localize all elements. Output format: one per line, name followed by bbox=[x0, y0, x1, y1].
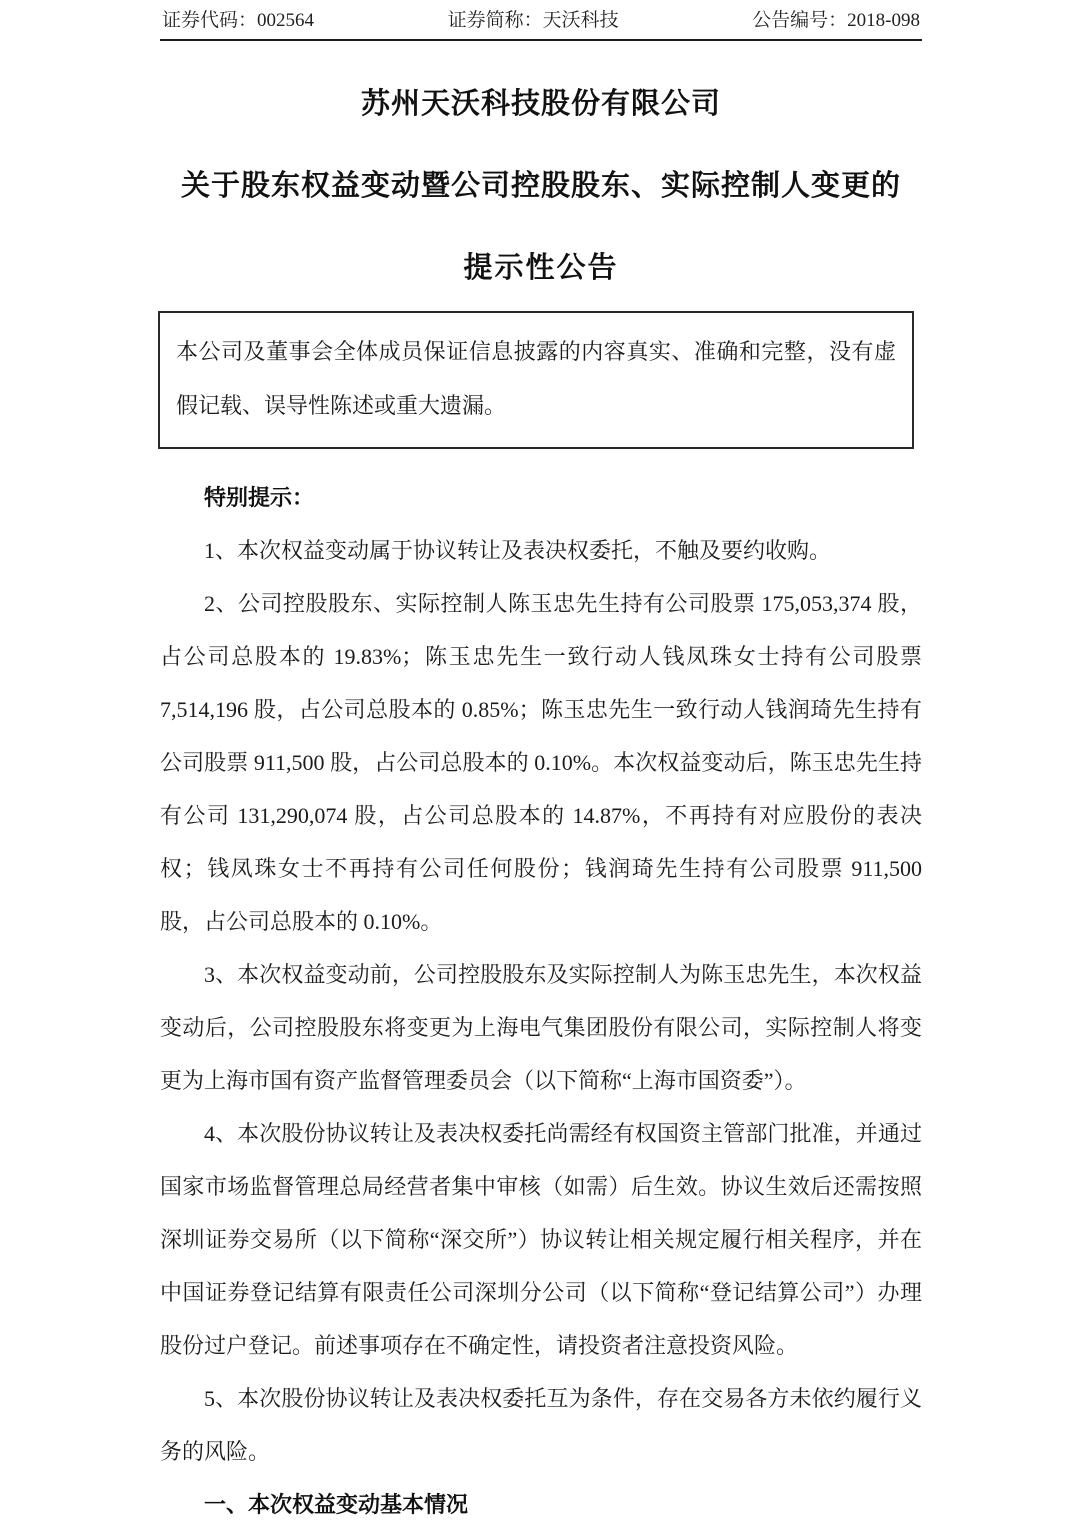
company-name-title: 苏州天沃科技股份有限公司 bbox=[360, 88, 721, 120]
notice-item-5: 5、本次股份协议转让及表决权委托互为条件，存在交易各方未依约履行义务的风险。 bbox=[160, 1386, 922, 1464]
document-body bbox=[160, 471, 922, 1531]
stock-code: 证券代码：002564 bbox=[162, 10, 315, 31]
notice-item-2: 2、公司控股股东、实际控制人陈玉忠先生持有公司股票 175,053,374 股，占公司总股本的 19.83%；陈玉忠先生一致行动人钱凤珠女士持有公司股票 7,514,196 股，占公司总股本的 0.85%；陈玉忠先生一致行动人钱润琦先生持有公司股票 911,500 股，占公司总股本的 0.10%。本次权益变动后，陈玉忠先生持有公司 131,290,074 股，占公司总股本的 14.87%，不再持有对应股份的表决权；钱凤珠女士不再持有公司任何股份；钱润琦先生持有公司股票 911,500 股，占公司总股本的 0.10%。 bbox=[160, 591, 922, 934]
announcement-subject-title: 关于股东权益变动暨公司控股股东、实际控制人变更的 bbox=[180, 170, 901, 202]
special-notice-heading: 特别提示： bbox=[204, 485, 315, 510]
disclaimer-text: 本公司及董事会全体成员保证信息披露的内容真实、准确和完整，没有虚假记载、误导性陈述或重大遗漏。 bbox=[176, 339, 896, 418]
document-page bbox=[160, 0, 922, 1517]
notice-item-1: 1、本次权益变动属于协议转让及表决权委托，不触及要约收购。 bbox=[204, 538, 832, 563]
announcement-type-title: 提示性公告 bbox=[463, 252, 619, 284]
notice-item-3: 3、本次权益变动前，公司控股股东及实际控制人为陈玉忠先生，本次权益变动后，公司控股股东将变更为上海电气集团股份有限公司，实际控制人将变更为上海市国有资产监督管理委员会（以下简称“上海市国资委”）。 bbox=[160, 962, 922, 1093]
title-block bbox=[160, 81, 922, 286]
stock-name: 证券简称：天沃科技 bbox=[447, 10, 619, 31]
disclaimer-box bbox=[158, 311, 914, 449]
notice-item-4: 4、本次股份协议转让及表决权委托尚需经有权国资主管部门批准，并通过国家市场监督管理总局经营者集中审核（如需）后生效。协议生效后还需按照深圳证券交易所（以下简称“深交所”）协议转让相关规定履行相关程序，并在中国证券登记结算有限责任公司深圳分公司（以下简称“登记结算公司”）办理股份过户登记。前述事项存在不确定性，请投资者注意投资风险。 bbox=[160, 1121, 922, 1358]
announcement-number: 公告编号：2018-098 bbox=[752, 10, 920, 31]
section-one-heading: 一、本次权益变动基本情况 bbox=[204, 1492, 469, 1517]
document-header bbox=[160, 0, 922, 41]
